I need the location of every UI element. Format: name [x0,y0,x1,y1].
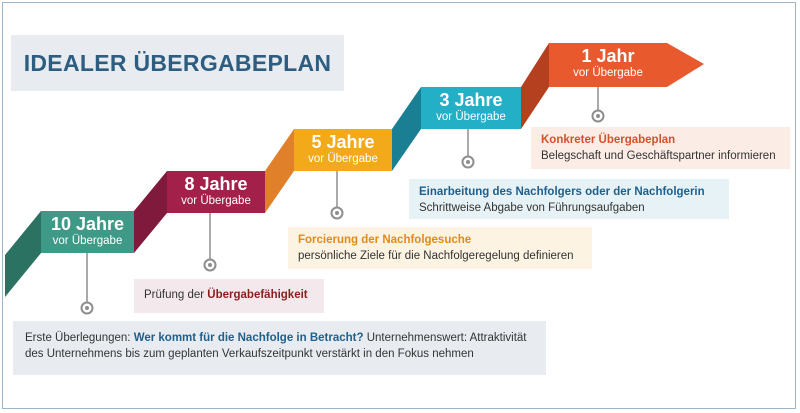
step-3-label [294,132,392,166]
step-5-sub: vor Übergabe [573,67,643,79]
note-1-suffix: Unternehmenswert: Attraktivität des Unternehmens bis zum geplanten Verkaufszeitpunkt verstärkt in den Fokus nehmen [25,332,527,360]
note-5-title: Konkreter Übergabeplan [541,134,676,146]
riser-3 [392,87,421,171]
note-3 [288,227,592,269]
note-4-text: Schrittweise Abgabe von Führungsaufgaben [419,202,645,214]
note-2-highlight: Übergabefähigkeit [207,289,308,301]
note-5-text: Belegschaft und Geschäftspartner informieren [541,150,776,162]
title-box [11,35,344,91]
note-4 [409,179,729,219]
note-2 [134,279,324,313]
step-3-years: 5 Jahre [311,132,375,152]
step-4-sub: vor Übergabe [436,111,506,123]
note-1-prefix: Erste Überlegungen: [25,332,134,344]
step-3-sub: vor Übergabe [308,153,378,165]
step-5-years: 1 Jahr [581,46,635,66]
riser-0 [5,211,41,297]
riser-2 [265,129,294,213]
step-2-label [167,174,265,208]
step-1-label [41,214,134,248]
step-1-years: 10 Jahre [50,214,125,234]
riser-4 [521,43,549,129]
step-4-label [421,90,521,124]
step-2-sub: vor Übergabe [181,195,251,207]
step-5-label [549,46,667,80]
note-2-prefix: Prüfung der [144,289,208,301]
step-4-years: 3 Jahre [439,90,503,110]
step-2-years: 8 Jahre [184,174,248,194]
note-1 [13,321,546,375]
note-3-text: persönliche Ziele für die Nachfolgeregelung definieren [298,250,574,262]
diagram-frame [2,2,796,409]
note-1-highlight: Wer kommt für die Nachfolge in Betracht? [133,332,364,344]
step-1-sub: vor Übergabe [52,235,123,247]
riser-1 [134,171,167,253]
page-title: IDEALER ÜBERGABEPLAN [23,49,332,76]
note-5 [531,127,790,169]
note-3-title: Forcierung der Nachfolgesuche [298,234,472,246]
note-4-title: Einarbeitung des Nachfolgers oder der Nachfolgerin [419,186,705,198]
